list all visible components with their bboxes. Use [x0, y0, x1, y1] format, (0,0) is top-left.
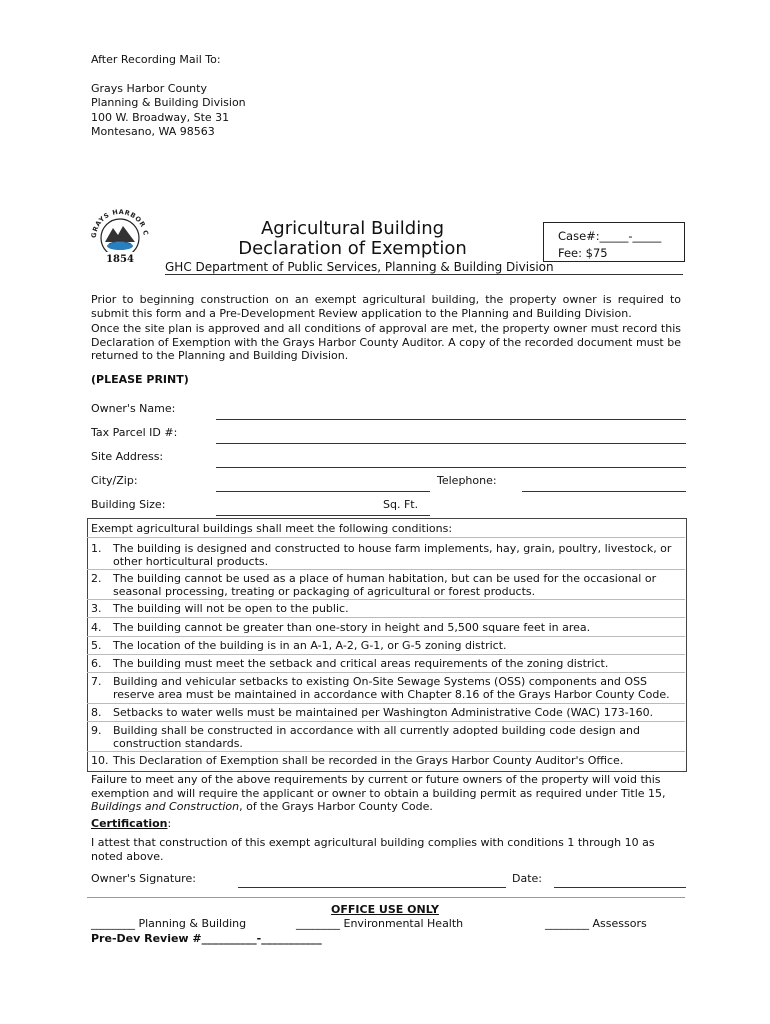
- conditions-divider: [87, 537, 685, 538]
- condition-number: 9.: [91, 724, 102, 737]
- tax-parcel-label: Tax Parcel ID #:: [91, 426, 178, 439]
- document-title: [165, 219, 540, 259]
- telephone-field[interactable]: [522, 491, 686, 492]
- signature-label: Owner's Signature:: [91, 872, 196, 885]
- mailing-line: Grays Harbor County: [91, 81, 207, 95]
- conditions-divider: [87, 654, 685, 655]
- conditions-divider: [87, 636, 685, 637]
- building-size-field[interactable]: [216, 515, 430, 516]
- site-address-field[interactable]: [216, 467, 686, 468]
- fee-label: Fee: $75: [558, 246, 608, 260]
- condition-text: This Declaration of Exemption shall be recorded in the Grays Harbor County Auditor's Office.: [113, 754, 624, 767]
- title-line-2: Declaration of Exemption: [238, 238, 467, 259]
- assessors-checkline[interactable]: ________ Assessors: [545, 917, 647, 930]
- department-divider: [165, 274, 683, 275]
- intro-paragraph-1: Prior to beginning construction on an exempt agricultural building, the property owner is required to submit this form and a Pre-Development Review application to the Planning and Building Division.: [91, 293, 681, 320]
- planning-building-checkline[interactable]: ________ Planning & Building: [91, 917, 247, 930]
- condition-number: 3.: [91, 602, 102, 615]
- condition-number: 8.: [91, 706, 102, 719]
- condition-number: 1.: [91, 542, 102, 555]
- seal-year: 1854: [106, 254, 134, 265]
- department-name: GHC Department of Public Services, Planning & Building Division: [165, 260, 554, 274]
- condition-text: Building and vehicular setbacks to existing On-Site Sewage Systems (OSS) components and OSS reserve area must be maintained in accordance with Chapter 8.16 of the Grays Harbor County Code.: [113, 675, 670, 701]
- condition-text: The building is designed and constructed to house farm implements, hay, grain, poultry, livestock, or other horticultural products.: [113, 542, 672, 568]
- mailing-address-block: [91, 53, 246, 140]
- condition-number: 4.: [91, 621, 102, 634]
- date-field[interactable]: [554, 887, 686, 888]
- office-use-heading: OFFICE USE ONLY: [331, 903, 439, 916]
- tax-parcel-field[interactable]: [216, 443, 686, 444]
- condition-text: Setbacks to water wells must be maintained per Washington Administrative Code (WAC) 173-160.: [113, 706, 654, 719]
- city-zip-label: City/Zip:: [91, 474, 138, 487]
- county-seal-icon: [87, 208, 153, 266]
- office-divider: [87, 897, 685, 898]
- failure-paragraph: [91, 773, 681, 814]
- signature-field[interactable]: [238, 887, 506, 888]
- case-number-field[interactable]: Case#:_____-_____: [558, 229, 662, 243]
- condition-text: Building shall be constructed in accordance with all currently adopted building code design and construction standards.: [113, 724, 640, 750]
- failure-title-italic: Buildings and Construction: [91, 800, 240, 813]
- title-line-1: Agricultural Building: [260, 218, 445, 239]
- telephone-label: Telephone:: [437, 474, 497, 487]
- sq-ft-label: Sq. Ft.: [383, 498, 419, 511]
- conditions-divider: [87, 672, 685, 673]
- conditions-divider: [87, 703, 685, 704]
- condition-text: The building cannot be used as a place of human habitation, but can be used for the occasional or seasonal processing, treating or packaging of agricultural or forest products.: [113, 572, 657, 598]
- case-fee-box: [543, 222, 685, 262]
- seal-ring-text: GRAYS HARBOR C: [89, 208, 150, 239]
- mailing-line: 100 W. Broadway, Ste 31: [91, 110, 230, 124]
- owner-name-label: Owner's Name:: [91, 402, 176, 415]
- conditions-divider: [87, 569, 685, 570]
- condition-number: 6.: [91, 657, 102, 670]
- conditions-divider: [87, 599, 685, 600]
- city-zip-field[interactable]: [216, 491, 430, 492]
- conditions-heading: Exempt agricultural buildings shall meet the following conditions:: [91, 522, 453, 535]
- failure-text-end: , of the Grays Harbor County Code.: [239, 800, 433, 813]
- environmental-health-checkline[interactable]: ________ Environmental Health: [296, 917, 464, 930]
- condition-text: The building must meet the setback and critical areas requirements of the zoning district.: [113, 657, 609, 670]
- building-size-label: Building Size:: [91, 498, 166, 511]
- condition-text: The building will not be open to the public.: [113, 602, 349, 615]
- conditions-divider: [87, 617, 685, 618]
- condition-text: The building cannot be greater than one-story in height and 5,500 square feet in area.: [113, 621, 591, 634]
- certification-heading-block: [91, 817, 171, 830]
- failure-text: Failure to meet any of the above requirements by current or future owners of the property will void this exemption and will require the applicant or owner to obtain a building permit as required under Title 15,: [91, 773, 666, 800]
- please-print-note: (PLEASE PRINT): [91, 373, 189, 386]
- condition-number: 5.: [91, 639, 102, 652]
- condition-number: 7.: [91, 675, 102, 688]
- condition-number: 10.: [91, 754, 109, 767]
- mailing-heading: After Recording Mail To:: [91, 53, 221, 66]
- intro-paragraph-2: Once the site plan is approved and all conditions of approval are met, the property owner must record this Declaration of Exemption with the Grays Harbor County Auditor. A copy of the recorded document must be returned to the Planning and Building Division.: [91, 322, 681, 362]
- mailing-line: Planning & Building Division: [91, 96, 246, 109]
- condition-number: 2.: [91, 572, 102, 585]
- certification-heading: Certification: [91, 817, 168, 830]
- certification-colon: :: [167, 817, 172, 830]
- conditions-divider: [87, 721, 685, 722]
- date-label: Date:: [512, 872, 542, 885]
- mailing-line: Montesano, WA 98563: [91, 125, 215, 138]
- condition-text: The location of the building is in an A-1, A-2, G-1, or G-5 zoning district.: [113, 639, 507, 652]
- site-address-label: Site Address:: [91, 450, 164, 463]
- conditions-divider: [87, 751, 685, 752]
- owner-name-field[interactable]: [216, 419, 686, 420]
- certification-text: I attest that construction of this exempt agricultural building complies with conditions 1 through 10 as noted above.: [91, 836, 655, 863]
- pre-dev-review-number[interactable]: Pre-Dev Review #__________-___________: [91, 932, 322, 945]
